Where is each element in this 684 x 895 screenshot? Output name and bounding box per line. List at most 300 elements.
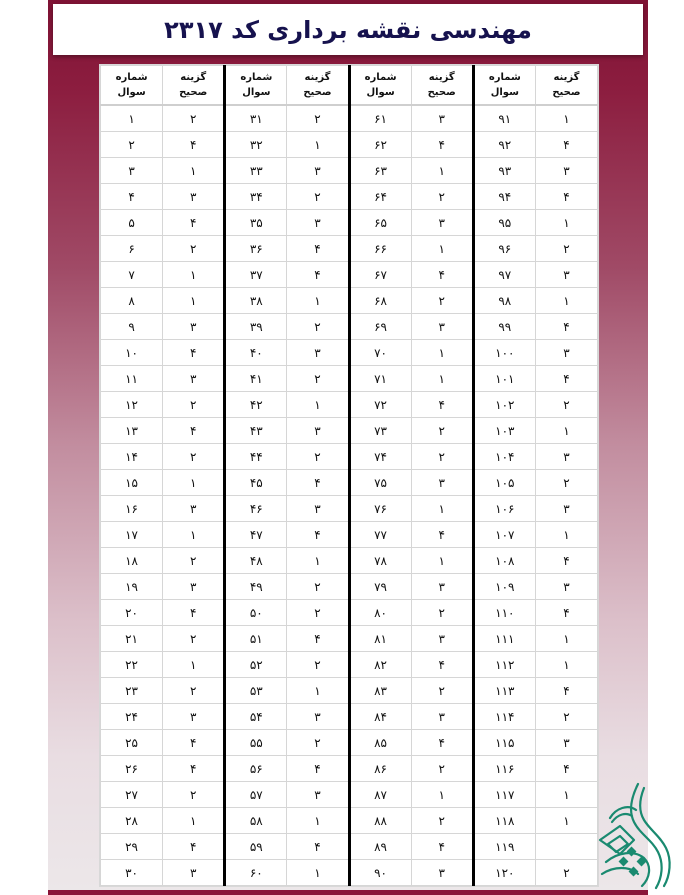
correct-option-cell: ۳ xyxy=(411,626,473,652)
correct-option-cell: ۲ xyxy=(287,574,349,600)
question-number-cell: ۷ xyxy=(101,262,163,288)
correct-option-cell: ۴ xyxy=(163,834,225,860)
correct-option-cell: ۱ xyxy=(163,808,225,834)
table-body xyxy=(101,105,598,886)
table-row xyxy=(101,210,598,236)
correct-option-cell: ۳ xyxy=(411,314,473,340)
question-number-cell: ۸۰ xyxy=(349,600,411,626)
header-label-line: سوال xyxy=(490,87,519,98)
correct-option-cell: ۲ xyxy=(535,236,597,262)
correct-option-cell: ۴ xyxy=(287,470,349,496)
page-title: مهندسی نقشه برداری کد ۲۳۱۷ xyxy=(164,15,532,44)
question-number-cell: ۵۸ xyxy=(225,808,287,834)
question-number-cell: ۶۰ xyxy=(225,860,287,886)
correct-option-cell: ۴ xyxy=(535,366,597,392)
question-number-cell: ۲۷ xyxy=(101,782,163,808)
answer-key-table-wrapper xyxy=(99,64,599,887)
question-number-cell: ۲۱ xyxy=(101,626,163,652)
header-label-line: شماره xyxy=(488,72,521,83)
question-number-cell: ۵۳ xyxy=(225,678,287,704)
correct-option-cell: ۳ xyxy=(411,860,473,886)
correct-option-cell: ۲ xyxy=(535,392,597,418)
question-number-cell: ۸ xyxy=(101,288,163,314)
correct-option-cell: ۳ xyxy=(287,340,349,366)
question-number-cell: ۹۳ xyxy=(473,158,535,184)
question-number-cell: ۶۵ xyxy=(349,210,411,236)
correct-option-cell: ۳ xyxy=(535,444,597,470)
correct-option-cell: ۲ xyxy=(163,444,225,470)
correct-option-cell: ۴ xyxy=(287,834,349,860)
correct-option-cell: ۳ xyxy=(411,470,473,496)
correct-option-cell: ۳ xyxy=(163,314,225,340)
question-number-cell: ۶۱ xyxy=(349,105,411,132)
question-number-cell: ۷۵ xyxy=(349,470,411,496)
question-number-cell: ۹ xyxy=(101,314,163,340)
question-number-cell: ۴۳ xyxy=(225,418,287,444)
bottom-strip xyxy=(48,890,648,895)
correct-option-cell: ۴ xyxy=(163,730,225,756)
question-number-cell: ۲ xyxy=(101,132,163,158)
question-number-cell: ۹۶ xyxy=(473,236,535,262)
question-number-cell: ۹۸ xyxy=(473,288,535,314)
question-number-cell: ۲۲ xyxy=(101,652,163,678)
header-label-line: صحیح xyxy=(427,87,456,98)
question-number-cell: ۳۴ xyxy=(225,184,287,210)
correct-option-cell: ۴ xyxy=(411,132,473,158)
table-row xyxy=(101,496,598,522)
header-label-line: سوال xyxy=(366,87,395,98)
question-number-cell: ۵۹ xyxy=(225,834,287,860)
question-number-cell: ۹۷ xyxy=(473,262,535,288)
header-label-line: شماره xyxy=(364,72,397,83)
table-row xyxy=(101,444,598,470)
question-number-cell: ۹۵ xyxy=(473,210,535,236)
correct-option-cell: ۲ xyxy=(411,678,473,704)
correct-option-cell: ۲ xyxy=(411,288,473,314)
correct-option-cell: ۴ xyxy=(163,600,225,626)
header-question-number xyxy=(473,66,535,106)
correct-option-cell: ۴ xyxy=(411,522,473,548)
table-row xyxy=(101,105,598,132)
question-number-cell: ۳۳ xyxy=(225,158,287,184)
question-number-cell: ۶۸ xyxy=(349,288,411,314)
header-correct-option xyxy=(163,66,225,106)
correct-option-cell: ۲ xyxy=(411,756,473,782)
table-row xyxy=(101,340,598,366)
correct-option-cell: ۲ xyxy=(287,444,349,470)
correct-option-cell: ۲ xyxy=(287,652,349,678)
table-row xyxy=(101,418,598,444)
correct-option-cell: ۱ xyxy=(535,626,597,652)
correct-option-cell: ۴ xyxy=(535,600,597,626)
question-number-cell: ۵۱ xyxy=(225,626,287,652)
correct-option-cell: ۳ xyxy=(411,704,473,730)
correct-option-cell: ۳ xyxy=(287,418,349,444)
header-question-number xyxy=(349,66,411,106)
question-number-cell: ۴۴ xyxy=(225,444,287,470)
question-number-cell: ۸۲ xyxy=(349,652,411,678)
table-row xyxy=(101,600,598,626)
question-number-cell: ۵۰ xyxy=(225,600,287,626)
question-number-cell: ۱۹ xyxy=(101,574,163,600)
question-number-cell: ۱۱۱ xyxy=(473,626,535,652)
question-number-cell: ۶۴ xyxy=(349,184,411,210)
question-number-cell: ۹۰ xyxy=(349,860,411,886)
correct-option-cell: ۳ xyxy=(535,340,597,366)
question-number-cell: ۳۸ xyxy=(225,288,287,314)
table-row xyxy=(101,860,598,886)
correct-option-cell: ۳ xyxy=(287,210,349,236)
question-number-cell: ۶۹ xyxy=(349,314,411,340)
question-number-cell: ۹۱ xyxy=(473,105,535,132)
correct-option-cell: ۱ xyxy=(163,158,225,184)
correct-option-cell: ۳ xyxy=(411,574,473,600)
correct-option-cell: ۱ xyxy=(411,236,473,262)
correct-option-cell: ۱ xyxy=(411,340,473,366)
question-number-cell: ۲۹ xyxy=(101,834,163,860)
correct-option-cell: ۱ xyxy=(163,470,225,496)
correct-option-cell: ۳ xyxy=(163,496,225,522)
table-row xyxy=(101,548,598,574)
correct-option-cell: ۲ xyxy=(411,444,473,470)
question-number-cell: ۱۶ xyxy=(101,496,163,522)
correct-option-cell: ۱ xyxy=(163,288,225,314)
header-label-line: گزینه xyxy=(553,72,580,83)
header-correct-option xyxy=(535,66,597,106)
question-number-cell: ۸۷ xyxy=(349,782,411,808)
table-row xyxy=(101,158,598,184)
question-number-cell: ۲۰ xyxy=(101,600,163,626)
question-number-cell: ۸۱ xyxy=(349,626,411,652)
question-number-cell: ۵۴ xyxy=(225,704,287,730)
correct-option-cell: ۴ xyxy=(163,132,225,158)
correct-option-cell: ۳ xyxy=(163,366,225,392)
question-number-cell: ۴۸ xyxy=(225,548,287,574)
question-number-cell: ۷۰ xyxy=(349,340,411,366)
question-number-cell: ۱۰ xyxy=(101,340,163,366)
question-number-cell: ۴۶ xyxy=(225,496,287,522)
table-row xyxy=(101,574,598,600)
question-number-cell: ۱۴ xyxy=(101,444,163,470)
table-row xyxy=(101,522,598,548)
correct-option-cell: ۲ xyxy=(287,314,349,340)
correct-option-cell: ۳ xyxy=(163,704,225,730)
question-number-cell: ۱ xyxy=(101,105,163,132)
question-number-cell: ۱۱۲ xyxy=(473,652,535,678)
question-number-cell: ۴۰ xyxy=(225,340,287,366)
correct-option-cell: ۳ xyxy=(535,730,597,756)
correct-option-cell: ۱ xyxy=(535,808,597,834)
table-row xyxy=(101,288,598,314)
correct-option-cell: ۱ xyxy=(411,548,473,574)
correct-option-cell: ۱ xyxy=(287,548,349,574)
correct-option-cell: ۴ xyxy=(287,522,349,548)
correct-option-cell: ۴ xyxy=(411,834,473,860)
question-number-cell: ۳۶ xyxy=(225,236,287,262)
question-number-cell: ۱۱۶ xyxy=(473,756,535,782)
question-number-cell: ۱۰۸ xyxy=(473,548,535,574)
correct-option-cell: ۳ xyxy=(163,574,225,600)
question-number-cell: ۱۰۰ xyxy=(473,340,535,366)
correct-option-cell: ۴ xyxy=(535,678,597,704)
correct-option-cell: ۲ xyxy=(163,782,225,808)
correct-option-cell: ۲ xyxy=(163,236,225,262)
correct-option-cell: ۲ xyxy=(163,678,225,704)
question-number-cell: ۳۹ xyxy=(225,314,287,340)
correct-option-cell: ۱ xyxy=(287,808,349,834)
question-number-cell: ۱۱۴ xyxy=(473,704,535,730)
question-number-cell: ۸۵ xyxy=(349,730,411,756)
question-number-cell: ۶۷ xyxy=(349,262,411,288)
correct-option-cell: ۱ xyxy=(535,210,597,236)
correct-option-cell xyxy=(535,834,597,860)
question-number-cell: ۸۸ xyxy=(349,808,411,834)
table-row xyxy=(101,392,598,418)
correct-option-cell: ۴ xyxy=(287,262,349,288)
correct-option-cell: ۴ xyxy=(287,756,349,782)
table-row xyxy=(101,782,598,808)
correct-option-cell: ۲ xyxy=(287,105,349,132)
question-number-cell: ۱۰۴ xyxy=(473,444,535,470)
correct-option-cell: ۲ xyxy=(535,704,597,730)
question-number-cell: ۵۲ xyxy=(225,652,287,678)
correct-option-cell: ۱ xyxy=(287,132,349,158)
correct-option-cell: ۲ xyxy=(411,600,473,626)
correct-option-cell: ۳ xyxy=(163,184,225,210)
question-number-cell: ۷۹ xyxy=(349,574,411,600)
question-number-cell: ۱۱۸ xyxy=(473,808,535,834)
table-row xyxy=(101,314,598,340)
question-number-cell: ۹۹ xyxy=(473,314,535,340)
header-label-line: گزینه xyxy=(180,72,207,83)
question-number-cell: ۱۷ xyxy=(101,522,163,548)
question-number-cell: ۱۳ xyxy=(101,418,163,444)
correct-option-cell: ۲ xyxy=(287,600,349,626)
question-number-cell: ۳۵ xyxy=(225,210,287,236)
header-question-number xyxy=(225,66,287,106)
question-number-cell: ۲۴ xyxy=(101,704,163,730)
correct-option-cell: ۴ xyxy=(535,548,597,574)
question-number-cell: ۱۵ xyxy=(101,470,163,496)
question-number-cell: ۷۲ xyxy=(349,392,411,418)
question-number-cell: ۳۲ xyxy=(225,132,287,158)
question-number-cell: ۲۵ xyxy=(101,730,163,756)
correct-option-cell: ۱ xyxy=(411,366,473,392)
title-box xyxy=(53,4,643,55)
calligraphy-logo-icon xyxy=(598,782,678,892)
question-number-cell: ۸۶ xyxy=(349,756,411,782)
header-label-line: صحیح xyxy=(552,87,581,98)
question-number-cell: ۲۸ xyxy=(101,808,163,834)
table-row xyxy=(101,704,598,730)
correct-option-cell: ۳ xyxy=(287,158,349,184)
correct-option-cell: ۴ xyxy=(535,314,597,340)
question-number-cell: ۱۰۹ xyxy=(473,574,535,600)
question-number-cell: ۴۷ xyxy=(225,522,287,548)
question-number-cell: ۴۵ xyxy=(225,470,287,496)
table-row xyxy=(101,626,598,652)
correct-option-cell: ۲ xyxy=(535,860,597,886)
question-number-cell: ۲۶ xyxy=(101,756,163,782)
table-row xyxy=(101,808,598,834)
correct-option-cell: ۱ xyxy=(411,158,473,184)
correct-option-cell: ۱ xyxy=(287,288,349,314)
question-number-cell: ۳۱ xyxy=(225,105,287,132)
correct-option-cell: ۴ xyxy=(411,652,473,678)
correct-option-cell: ۴ xyxy=(287,626,349,652)
question-number-cell: ۱۱۰ xyxy=(473,600,535,626)
header-label-line: شماره xyxy=(240,72,273,83)
question-number-cell: ۷۴ xyxy=(349,444,411,470)
correct-option-cell: ۱ xyxy=(287,678,349,704)
correct-option-cell: ۳ xyxy=(411,105,473,132)
question-number-cell: ۴۲ xyxy=(225,392,287,418)
correct-option-cell: ۲ xyxy=(411,184,473,210)
question-number-cell: ۵۵ xyxy=(225,730,287,756)
header-label-line: صحیح xyxy=(179,87,208,98)
question-number-cell: ۹۲ xyxy=(473,132,535,158)
question-number-cell: ۱۲۰ xyxy=(473,860,535,886)
header-question-number xyxy=(101,66,163,106)
question-number-cell: ۶۶ xyxy=(349,236,411,262)
header-correct-option xyxy=(411,66,473,106)
table-row xyxy=(101,652,598,678)
question-number-cell: ۸۹ xyxy=(349,834,411,860)
correct-option-cell: ۴ xyxy=(163,418,225,444)
correct-option-cell: ۲ xyxy=(287,730,349,756)
header-correct-option xyxy=(287,66,349,106)
question-number-cell: ۳۷ xyxy=(225,262,287,288)
question-number-cell: ۴۹ xyxy=(225,574,287,600)
question-number-cell: ۴۱ xyxy=(225,366,287,392)
correct-option-cell: ۳ xyxy=(287,782,349,808)
table-row xyxy=(101,470,598,496)
question-number-cell: ۱۱۹ xyxy=(473,834,535,860)
correct-option-cell: ۱ xyxy=(535,652,597,678)
correct-option-cell: ۲ xyxy=(163,548,225,574)
question-number-cell: ۷۸ xyxy=(349,548,411,574)
correct-option-cell: ۳ xyxy=(163,860,225,886)
correct-option-cell: ۱ xyxy=(411,782,473,808)
table-row xyxy=(101,262,598,288)
header-label-line: سوال xyxy=(242,87,271,98)
question-number-cell: ۵۷ xyxy=(225,782,287,808)
correct-option-cell: ۴ xyxy=(163,756,225,782)
correct-option-cell: ۴ xyxy=(163,210,225,236)
question-number-cell: ۱۰۷ xyxy=(473,522,535,548)
question-number-cell: ۱۰۵ xyxy=(473,470,535,496)
question-number-cell: ۲۳ xyxy=(101,678,163,704)
question-number-cell: ۵ xyxy=(101,210,163,236)
answer-key-table xyxy=(100,65,598,886)
correct-option-cell: ۳ xyxy=(287,496,349,522)
header-label-line: صحیح xyxy=(303,87,332,98)
table-row xyxy=(101,184,598,210)
table-row xyxy=(101,366,598,392)
question-number-cell: ۶۲ xyxy=(349,132,411,158)
correct-option-cell: ۴ xyxy=(411,392,473,418)
correct-option-cell: ۱ xyxy=(287,860,349,886)
correct-option-cell: ۴ xyxy=(535,132,597,158)
correct-option-cell: ۳ xyxy=(411,210,473,236)
correct-option-cell: ۲ xyxy=(287,184,349,210)
correct-option-cell: ۴ xyxy=(163,340,225,366)
question-number-cell: ۱۱۳ xyxy=(473,678,535,704)
table-row xyxy=(101,236,598,262)
correct-option-cell: ۱ xyxy=(535,522,597,548)
question-number-cell: ۱۱۵ xyxy=(473,730,535,756)
question-number-cell: ۱۰۶ xyxy=(473,496,535,522)
question-number-cell: ۱۲ xyxy=(101,392,163,418)
question-number-cell: ۹۴ xyxy=(473,184,535,210)
question-number-cell: ۴ xyxy=(101,184,163,210)
question-number-cell: ۵۶ xyxy=(225,756,287,782)
question-number-cell: ۷۷ xyxy=(349,522,411,548)
question-number-cell: ۱۱۷ xyxy=(473,782,535,808)
correct-option-cell: ۳ xyxy=(535,496,597,522)
header-label-line: گزینه xyxy=(304,72,331,83)
correct-option-cell: ۱ xyxy=(411,496,473,522)
correct-option-cell: ۱ xyxy=(163,522,225,548)
table-row xyxy=(101,730,598,756)
correct-option-cell: ۱ xyxy=(535,418,597,444)
correct-option-cell: ۳ xyxy=(535,574,597,600)
question-number-cell: ۱۰۲ xyxy=(473,392,535,418)
correct-option-cell: ۲ xyxy=(287,366,349,392)
correct-option-cell: ۱ xyxy=(535,782,597,808)
question-number-cell: ۷۶ xyxy=(349,496,411,522)
table-row xyxy=(101,834,598,860)
question-number-cell: ۸۴ xyxy=(349,704,411,730)
correct-option-cell: ۱ xyxy=(163,652,225,678)
correct-option-cell: ۴ xyxy=(411,262,473,288)
correct-option-cell: ۲ xyxy=(163,626,225,652)
correct-option-cell: ۴ xyxy=(411,730,473,756)
question-number-cell: ۸۳ xyxy=(349,678,411,704)
correct-option-cell: ۲ xyxy=(163,392,225,418)
table-row xyxy=(101,756,598,782)
question-number-cell: ۳ xyxy=(101,158,163,184)
correct-option-cell: ۲ xyxy=(535,470,597,496)
table-row xyxy=(101,678,598,704)
correct-option-cell: ۱ xyxy=(535,288,597,314)
question-number-cell: ۱۱ xyxy=(101,366,163,392)
table-row xyxy=(101,132,598,158)
correct-option-cell: ۳ xyxy=(535,158,597,184)
question-number-cell: ۶۳ xyxy=(349,158,411,184)
question-number-cell: ۶ xyxy=(101,236,163,262)
question-number-cell: ۱۸ xyxy=(101,548,163,574)
correct-option-cell: ۳ xyxy=(535,262,597,288)
header-label-line: گزینه xyxy=(428,72,455,83)
question-number-cell: ۱۰۳ xyxy=(473,418,535,444)
correct-option-cell: ۱ xyxy=(287,392,349,418)
correct-option-cell: ۲ xyxy=(411,808,473,834)
correct-option-cell: ۴ xyxy=(535,184,597,210)
correct-option-cell: ۲ xyxy=(411,418,473,444)
correct-option-cell: ۳ xyxy=(287,704,349,730)
correct-option-cell: ۱ xyxy=(535,105,597,132)
correct-option-cell: ۲ xyxy=(163,105,225,132)
correct-option-cell: ۴ xyxy=(287,236,349,262)
question-number-cell: ۷۳ xyxy=(349,418,411,444)
correct-option-cell: ۴ xyxy=(535,756,597,782)
question-number-cell: ۱۰۱ xyxy=(473,366,535,392)
question-number-cell: ۳۰ xyxy=(101,860,163,886)
header-label-line: شماره xyxy=(115,72,148,83)
header-label-line: سوال xyxy=(117,87,146,98)
question-number-cell: ۷۱ xyxy=(349,366,411,392)
